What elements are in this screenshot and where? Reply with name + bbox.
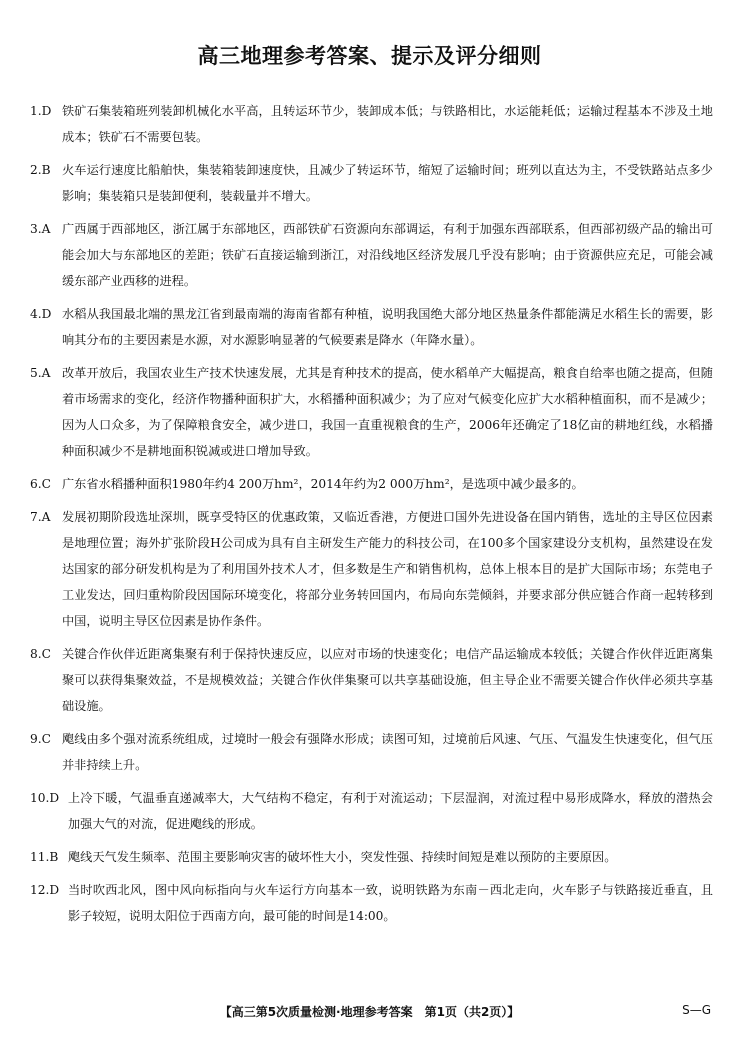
answer-number: 12.D	[30, 883, 60, 897]
answer-item	[30, 641, 713, 719]
answer-number: 3.A	[30, 222, 51, 236]
answer-text: 广东省水稻播种面积1980年约4 200万hm²，2014年约为2 000万hm²，是选项中减少最多的。	[62, 477, 584, 491]
answer-item	[30, 216, 713, 294]
answer-text: 发展初期阶段选址深圳，既享受特区的优惠政策，又临近香港，方便进口国外先进设备在国内销售，选址的主导区位因素是地理位置；海外扩张阶段H公司成为具有自主研发生产能力的科技公司，在100多个国家建设分支机构，虽然建设在发达国家的部分研发机构是为了利用国外技术人才，但多数是生产和销售机构，总体上根本目的是扩大国际市场；东莞电子工业发达，回归重构阶段因国际环境变化，将部分业务转回国内，布局向东莞倾斜，并要求部分供应链合作商一起转移到中国，说明主导区位因素是协作条件。	[62, 510, 713, 628]
answer-number: 6.C	[30, 477, 51, 491]
subject-code: S—G	[682, 1003, 711, 1017]
answer-number: 9.C	[30, 732, 51, 746]
page-footer: 【高三第5次质量检测·地理参考答案 第1页（共2页）】	[219, 1005, 520, 1019]
answer-item	[30, 877, 713, 929]
answer-text: 飑线由多个强对流系统组成，过境时一般会有强降水形成；读图可知，过境前后风速、气压、气温发生快速变化，但气压并非持续上升。	[62, 732, 713, 772]
page-title: 高三地理参考答案、提示及评分细则	[197, 44, 542, 68]
answer-number: 8.C	[30, 647, 51, 661]
answer-text: 火车运行速度比船舶快，集装箱装卸速度快，且减少了转运环节，缩短了运输时间；班列以直达为主，不受铁路站点多少影响；集装箱只是装卸便利，装载量并不增大。	[62, 163, 713, 203]
answer-text: 上冷下暖，气温垂直递减率大，大气结构不稳定，有利于对流运动；下层湿润，对流过程中易形成降水，释放的潜热会加强大气的对流，促进飑线的形成。	[68, 791, 713, 831]
answer-text: 广西属于西部地区，浙江属于东部地区，西部铁矿石资源向东部调运，有利于加强东西部联系，但西部初级产品的输出可能会加大与东部地区的差距；铁矿石直接运输到浙江，对沿线地区经济发展几乎没有影响；由于资源供应充足，可能会减缓东部产业西移的进程。	[62, 222, 713, 288]
answer-item	[30, 504, 713, 634]
answer-text: 飑线天气发生频率、范围主要影响灾害的破坏性大小，突发性强、持续时间短是难以预防的主要原因。	[68, 850, 617, 864]
answer-item	[30, 157, 713, 209]
answer-text: 当时吹西北风，图中风向标指向与火车运行方向基本一致，说明铁路为东南－西北走向，火车影子与铁路接近垂直，且影子较短，说明太阳位于西南方向，最可能的时间是14:00。	[68, 883, 713, 923]
answer-number: 1.D	[30, 104, 52, 118]
answer-list	[30, 98, 713, 936]
answer-text: 改革开放后，我国农业生产技术快速发展，尤其是育种技术的提高，使水稻单产大幅提高，粮食自给率也随之提高，但随着市场需求的变化，经济作物播种面积扩大，水稻播种面积减少；为了应对气候变化应扩大水稻种植面积，而不是减少；因为人口众多，为了保障粮食安全，减少进口，我国一直重视粮食的生产，2006年还确定了18亿亩的耕地红线，水稻播种面积减少不是耕地面积锐减或进口增加导致。	[62, 366, 713, 458]
answer-text: 铁矿石集装箱班列装卸机械化水平高，且转运环节少，装卸成本低；与铁路相比，水运能耗低；运输过程基本不涉及土地成本；铁矿石不需要包装。	[62, 104, 713, 144]
answer-number: 4.D	[30, 307, 52, 321]
answer-item	[30, 726, 713, 778]
answer-item	[30, 98, 713, 150]
answer-text: 关键合作伙伴近距离集聚有利于保持快速反应，以应对市场的快速变化；电信产品运输成本较低；关键合作伙伴近距离集聚可以获得集聚效益，不是规模效益；关键合作伙伴集聚可以共享基础设施，但主导企业不需要关键合作伙伴必须共享基础设施。	[62, 647, 713, 713]
answer-number: 7.A	[30, 510, 51, 524]
answer-number: 5.A	[30, 366, 51, 380]
answer-number: 2.B	[30, 163, 51, 177]
answer-text: 水稻从我国最北端的黑龙江省到最南端的海南省都有种植，说明我国绝大部分地区热量条件都能满足水稻生长的需要，影响其分布的主要因素是水源，对水源影响显著的气候要素是降水（年降水量）。	[62, 307, 713, 347]
answer-item	[30, 301, 713, 353]
answer-number: 10.D	[30, 791, 60, 805]
answer-item	[30, 471, 713, 497]
answer-item	[30, 785, 713, 837]
answer-number: 11.B	[30, 850, 59, 864]
answer-item	[30, 360, 713, 464]
answer-item	[30, 844, 713, 870]
